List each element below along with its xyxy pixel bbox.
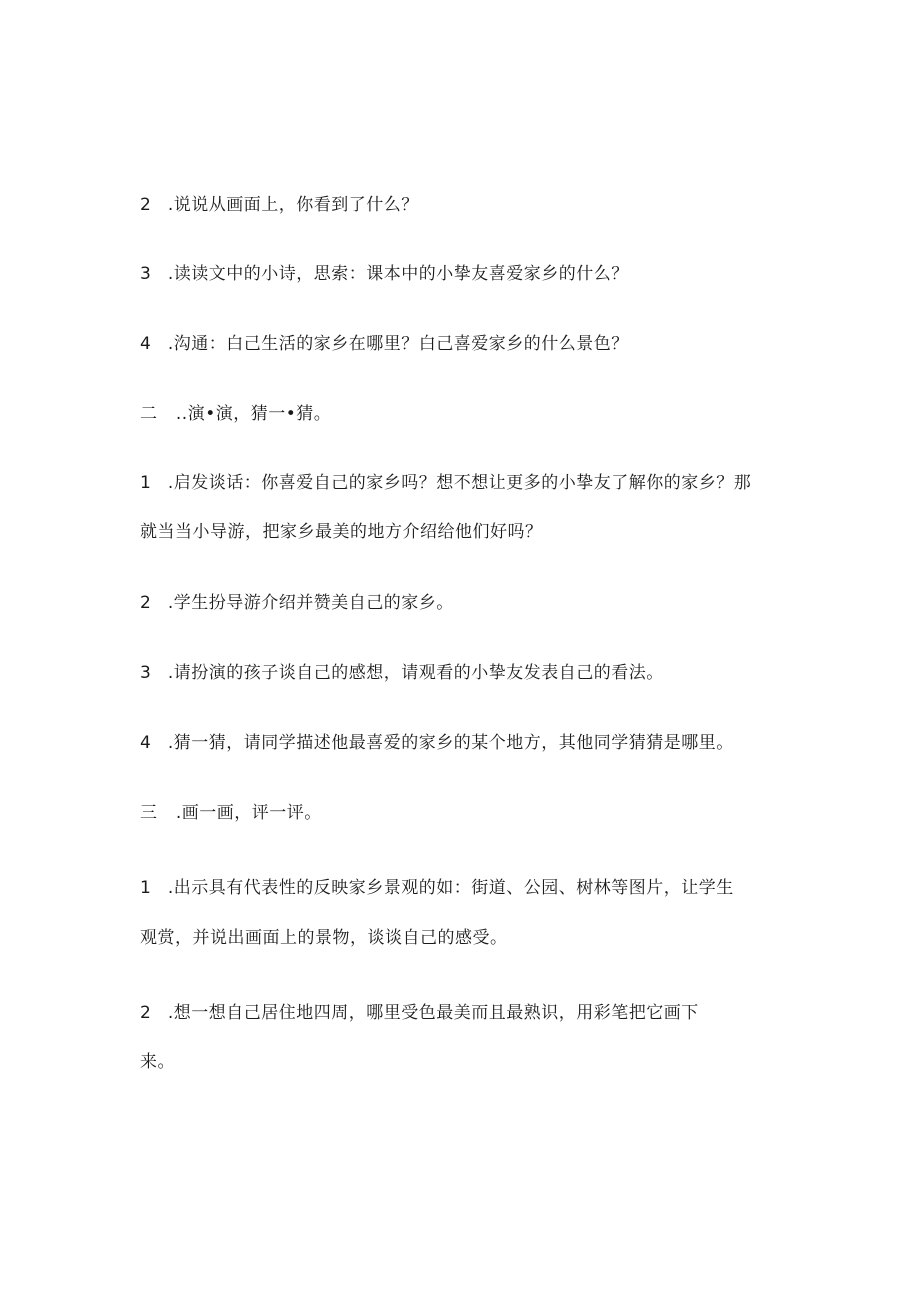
item-text: .说说从画面上，你看到了什么？ — [167, 195, 419, 215]
item-number: 4 — [140, 733, 152, 753]
list-item — [140, 661, 800, 685]
item-number: 2 — [140, 195, 152, 215]
list-item — [140, 731, 800, 755]
item-number: 1 — [140, 878, 152, 898]
item-text: .沟通：白己生活的家乡在哪里？白己喜爱家乡的什么景色？ — [167, 334, 629, 354]
list-item — [140, 1001, 800, 1025]
section-heading — [140, 402, 800, 426]
item-text: .想一想自己居住地四周，哪里受色最美而且最熟识，用彩笔把它画下 — [167, 1003, 699, 1023]
list-item — [140, 262, 800, 286]
section-title: .画一画，评一评。 — [175, 803, 322, 823]
section-heading — [140, 801, 800, 825]
section-title: ..演•演，猜一•猜。 — [175, 404, 332, 424]
item-number: 2 — [140, 1003, 152, 1023]
section-number: 二 — [140, 404, 158, 424]
item-number: 4 — [140, 334, 152, 354]
item-text: .出示具有代表性的反映家乡景观的如：街道、公园、树林等图片，让学生 — [167, 878, 734, 898]
item-text: .启发谈话：你喜爱自己的家乡吗？想不想让更多的小挚友了解你的家乡？那 — [167, 473, 752, 493]
item-text: .读读文中的小诗，思索：课本中的小挚友喜爱家乡的什么？ — [167, 264, 629, 284]
item-text: .猜一猜，请同学描述他最喜爱的家乡的某个地方，其他同学猜猜是哪里。 — [167, 733, 734, 753]
item-number: 3 — [140, 663, 152, 683]
list-item — [140, 332, 800, 356]
list-item — [140, 471, 800, 495]
item-text: .请扮演的孩子谈自己的感想，请观看的小挚友发表自己的看法。 — [167, 663, 664, 683]
item-text: .学生扮导游介绍并赞美自己的家乡。 — [167, 593, 454, 613]
item-text-continuation: 观赏，并说出画面上的景物，谈谈自己的感受。 — [140, 928, 508, 948]
item-number: 3 — [140, 264, 152, 284]
section-number: 三 — [140, 803, 158, 823]
item-number: 2 — [140, 593, 152, 613]
item-text-continuation: 来。 — [140, 1052, 175, 1072]
list-item — [140, 591, 800, 615]
item-text-continuation: 就当当小导游，把家乡最美的地方介绍给他们好吗？ — [140, 522, 543, 542]
list-item — [140, 876, 800, 900]
list-item — [140, 193, 800, 217]
item-number: 1 — [140, 473, 152, 493]
